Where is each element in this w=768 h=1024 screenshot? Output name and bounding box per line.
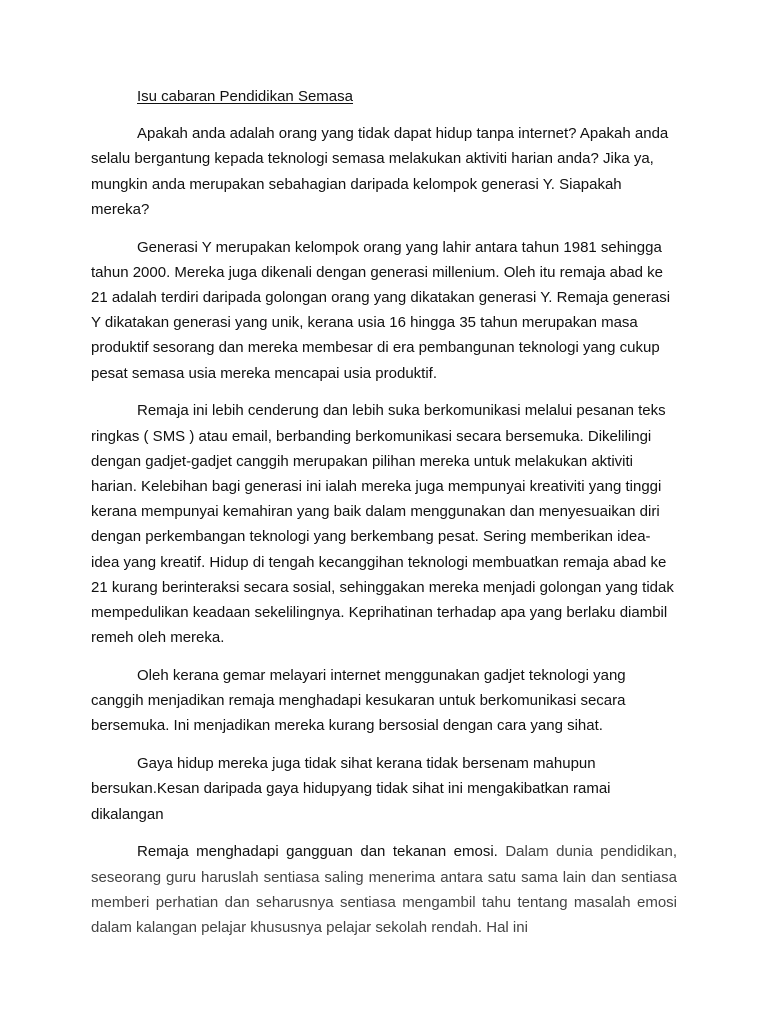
paragraph-emosi [91, 839, 677, 940]
paragraph-intro: Apakah anda adalah orang yang tidak dapat hidup tanpa internet? Apakah anda selalu bergantung kepada teknologi semasa melakukan aktiviti harian anda? Jika ya, mungkin anda merupakan sebahagian daripada kelompok generasi Y. Siapakah mereka? [91, 125, 669, 218]
paragraph-internet: Oleh kerana gemar melayari internet menggunakan gadjet teknologi yang canggih menjadikan remaja menghadapi kesukaran untuk berkomunikasi secara bersemuka. Ini menjadikan mereka kurang bersosial dengan cara yang sihat. [91, 667, 626, 735]
paragraph-emosi-rest: Dalam dunia pendidikan, seseorang guru haruslah sentiasa saling menerima antara satu sama lain dan sentiasa memberi perhatian dan seharusnya sentiasa mengambil tahu tentang masalah emosi dalam kalangan pelajar khususnya pelajar sekolah rendah. Hal ini [91, 843, 677, 937]
document-title: Isu cabaran Pendidikan Semasa [137, 88, 353, 105]
paragraph-komunikasi: Remaja ini lebih cenderung dan lebih suka berkomunikasi melalui pesanan teks ringkas ( SMS ) atau email, berbanding berkomunikasi secara bersemuka. Dikelilingi dengan gadjet-gadjet canggih merupakan pilihan mereka untuk melakukan aktiviti harian. Kelebihan bagi generasi ini ialah mereka juga mempunyai kreativiti yang tinggi kerana mempunyai kemahiran yang baik dalam menggunakan dan menyesuaikan diri dengan perkembangan teknologi yang berkembang pesat. Sering memberikan idea-idea yang kreatif. Hidup di tengah kecanggihan teknologi membuatkan remaja abad ke 21 kurang berinteraksi secara sosial, sehinggakan mereka menjadi golongan yang tidak mempedulikan keadaan sekelilingnya. Keprihatinan terhadap apa yang berlaku diambil remeh oleh mereka. [91, 402, 674, 647]
document-body [91, 84, 677, 953]
paragraph-gaya-hidup: Gaya hidup mereka juga tidak sihat kerana tidak bersenam mahupun bersukan.Kesan daripada gaya hidupyang tidak sihat ini mengakibatkan ramai dikalangan [91, 755, 611, 823]
paragraph-generasi-y: Generasi Y merupakan kelompok orang yang lahir antara tahun 1981 sehingga tahun 2000. Mereka juga dikenali dengan generasi millenium. Oleh itu remaja abad ke 21 adalah terdiri daripada golongan orang yang dikatakan generasi Y. Remaja generasi Y dikatakan generasi yang unik, kerana usia 16 hingga 35 tahun merupakan masa produktif sesorang dan mereka membesar di era pembangunan teknologi yang cukup pesat semasa usia mereka mencapai usia produktif. [91, 238, 671, 382]
paragraph-emosi-lead: Remaja menghadapi gangguan dan tekanan emosi. [137, 843, 498, 861]
